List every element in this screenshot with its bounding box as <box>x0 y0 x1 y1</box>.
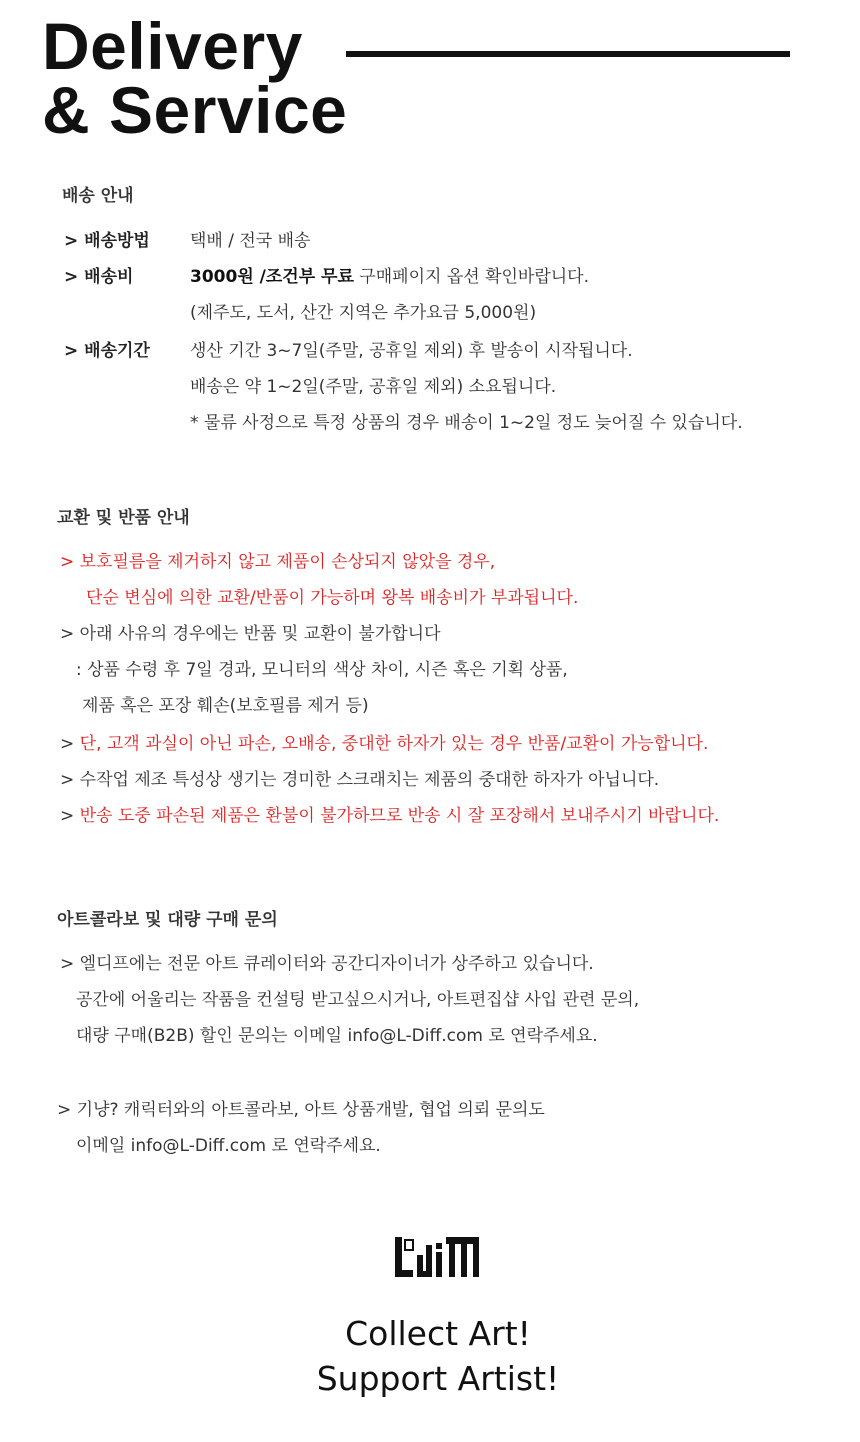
returns-title: 교환 및 반품 안내 <box>57 508 190 528</box>
returns-line: : 상품 수령 후 7일 경과, 모니터의 색상 차이, 시즌 혹은 기획 상품, <box>76 660 568 680</box>
collab-line: 대량 구매(B2B) 할인 문의는 이메일 info@L-Diff.com 로 연락주세요. <box>76 1026 598 1046</box>
collab-line: 공간에 어울리는 작품을 컨설팅 받고싶으시거나, 아트편집샵 사입 관련 문의, <box>76 990 640 1010</box>
returns-shipping-note: 반송 도중 파손된 제품은 환불이 불가하므로 반송 시 잘 포장해서 보내주시기 바랍니다. <box>79 806 720 826</box>
returns-line: > 아래 사유의 경우에는 반품 및 교환이 불가합니다 <box>60 624 441 644</box>
returns-line: 단순 변심에 의한 교환/반품이 가능하며 왕복 배송비가 부과됩니다. <box>86 588 579 608</box>
shipping-fee-label: > 배송비 <box>64 267 134 287</box>
slogan-support-artist: Support Artist! <box>316 1359 560 1398</box>
returns-line <box>60 801 719 826</box>
shipping-period-line: 배송은 약 1~2일(주말, 공휴일 제외) 소요됩니다. <box>190 377 557 397</box>
returns-line: > 보호필름을 제거하지 않고 제품이 손상되지 않았을 경우, <box>60 552 496 572</box>
returns-arrow: > <box>60 734 75 754</box>
returns-damage-note: 단, 고객 과실이 아닌 파손, 오배송, 중대한 하자가 있는 경우 반품/교환이 가능합니다. <box>79 734 709 754</box>
returns-arrow: > <box>60 806 75 826</box>
collab-title: 아트콜라보 및 대량 구매 문의 <box>57 910 278 930</box>
brand-logo <box>395 1237 479 1277</box>
collab-line: 이메일 info@L-Diff.com 로 연락주세요. <box>76 1136 381 1156</box>
shipping-fee-highlight: 3000원 /조건부 무료 <box>190 267 354 287</box>
shipping-fee-value <box>190 262 589 287</box>
hero-title-service: & Service <box>42 73 348 147</box>
hero-heading <box>42 9 348 147</box>
collab-line: > 엘디프에는 전문 아트 큐레이터와 공간디자이너가 상주하고 있습니다. <box>60 954 594 974</box>
collab-line: > 기냥? 캐릭터와의 아트콜라보, 아트 상품개발, 협업 의뢰 문의도 <box>57 1100 545 1120</box>
returns-line: 제품 혹은 포장 훼손(보호필름 제거 등) <box>82 696 369 716</box>
shipping-fee-rest: 구매페이지 옵션 확인바랍니다. <box>353 267 590 287</box>
shipping-period-label: > 배송기간 <box>64 341 150 361</box>
hero-title-delivery: Delivery <box>42 9 303 83</box>
shipping-period-line: * 물류 사정으로 특정 상품의 경우 배송이 1~2일 정도 늦어질 수 있습니다. <box>190 413 743 433</box>
slogan-collect-art: Collect Art! <box>345 1314 531 1353</box>
shipping-fee-note: (제주도, 도서, 산간 지역은 추가요금 5,000원) <box>190 303 537 323</box>
shipping-method-value: 택배 / 전국 배송 <box>190 231 311 251</box>
returns-line: > 수작업 제조 특성상 생기는 경미한 스크래치는 제품의 중대한 하자가 아닙니다. <box>60 770 660 790</box>
returns-line <box>60 729 708 754</box>
shipping-method-label: > 배송방법 <box>64 231 150 251</box>
shipping-period-line: 생산 기간 3~7일(주말, 공휴일 제외) 후 발송이 시작됩니다. <box>190 341 633 361</box>
shipping-title: 배송 안내 <box>62 186 134 206</box>
hero-divider <box>346 51 790 57</box>
